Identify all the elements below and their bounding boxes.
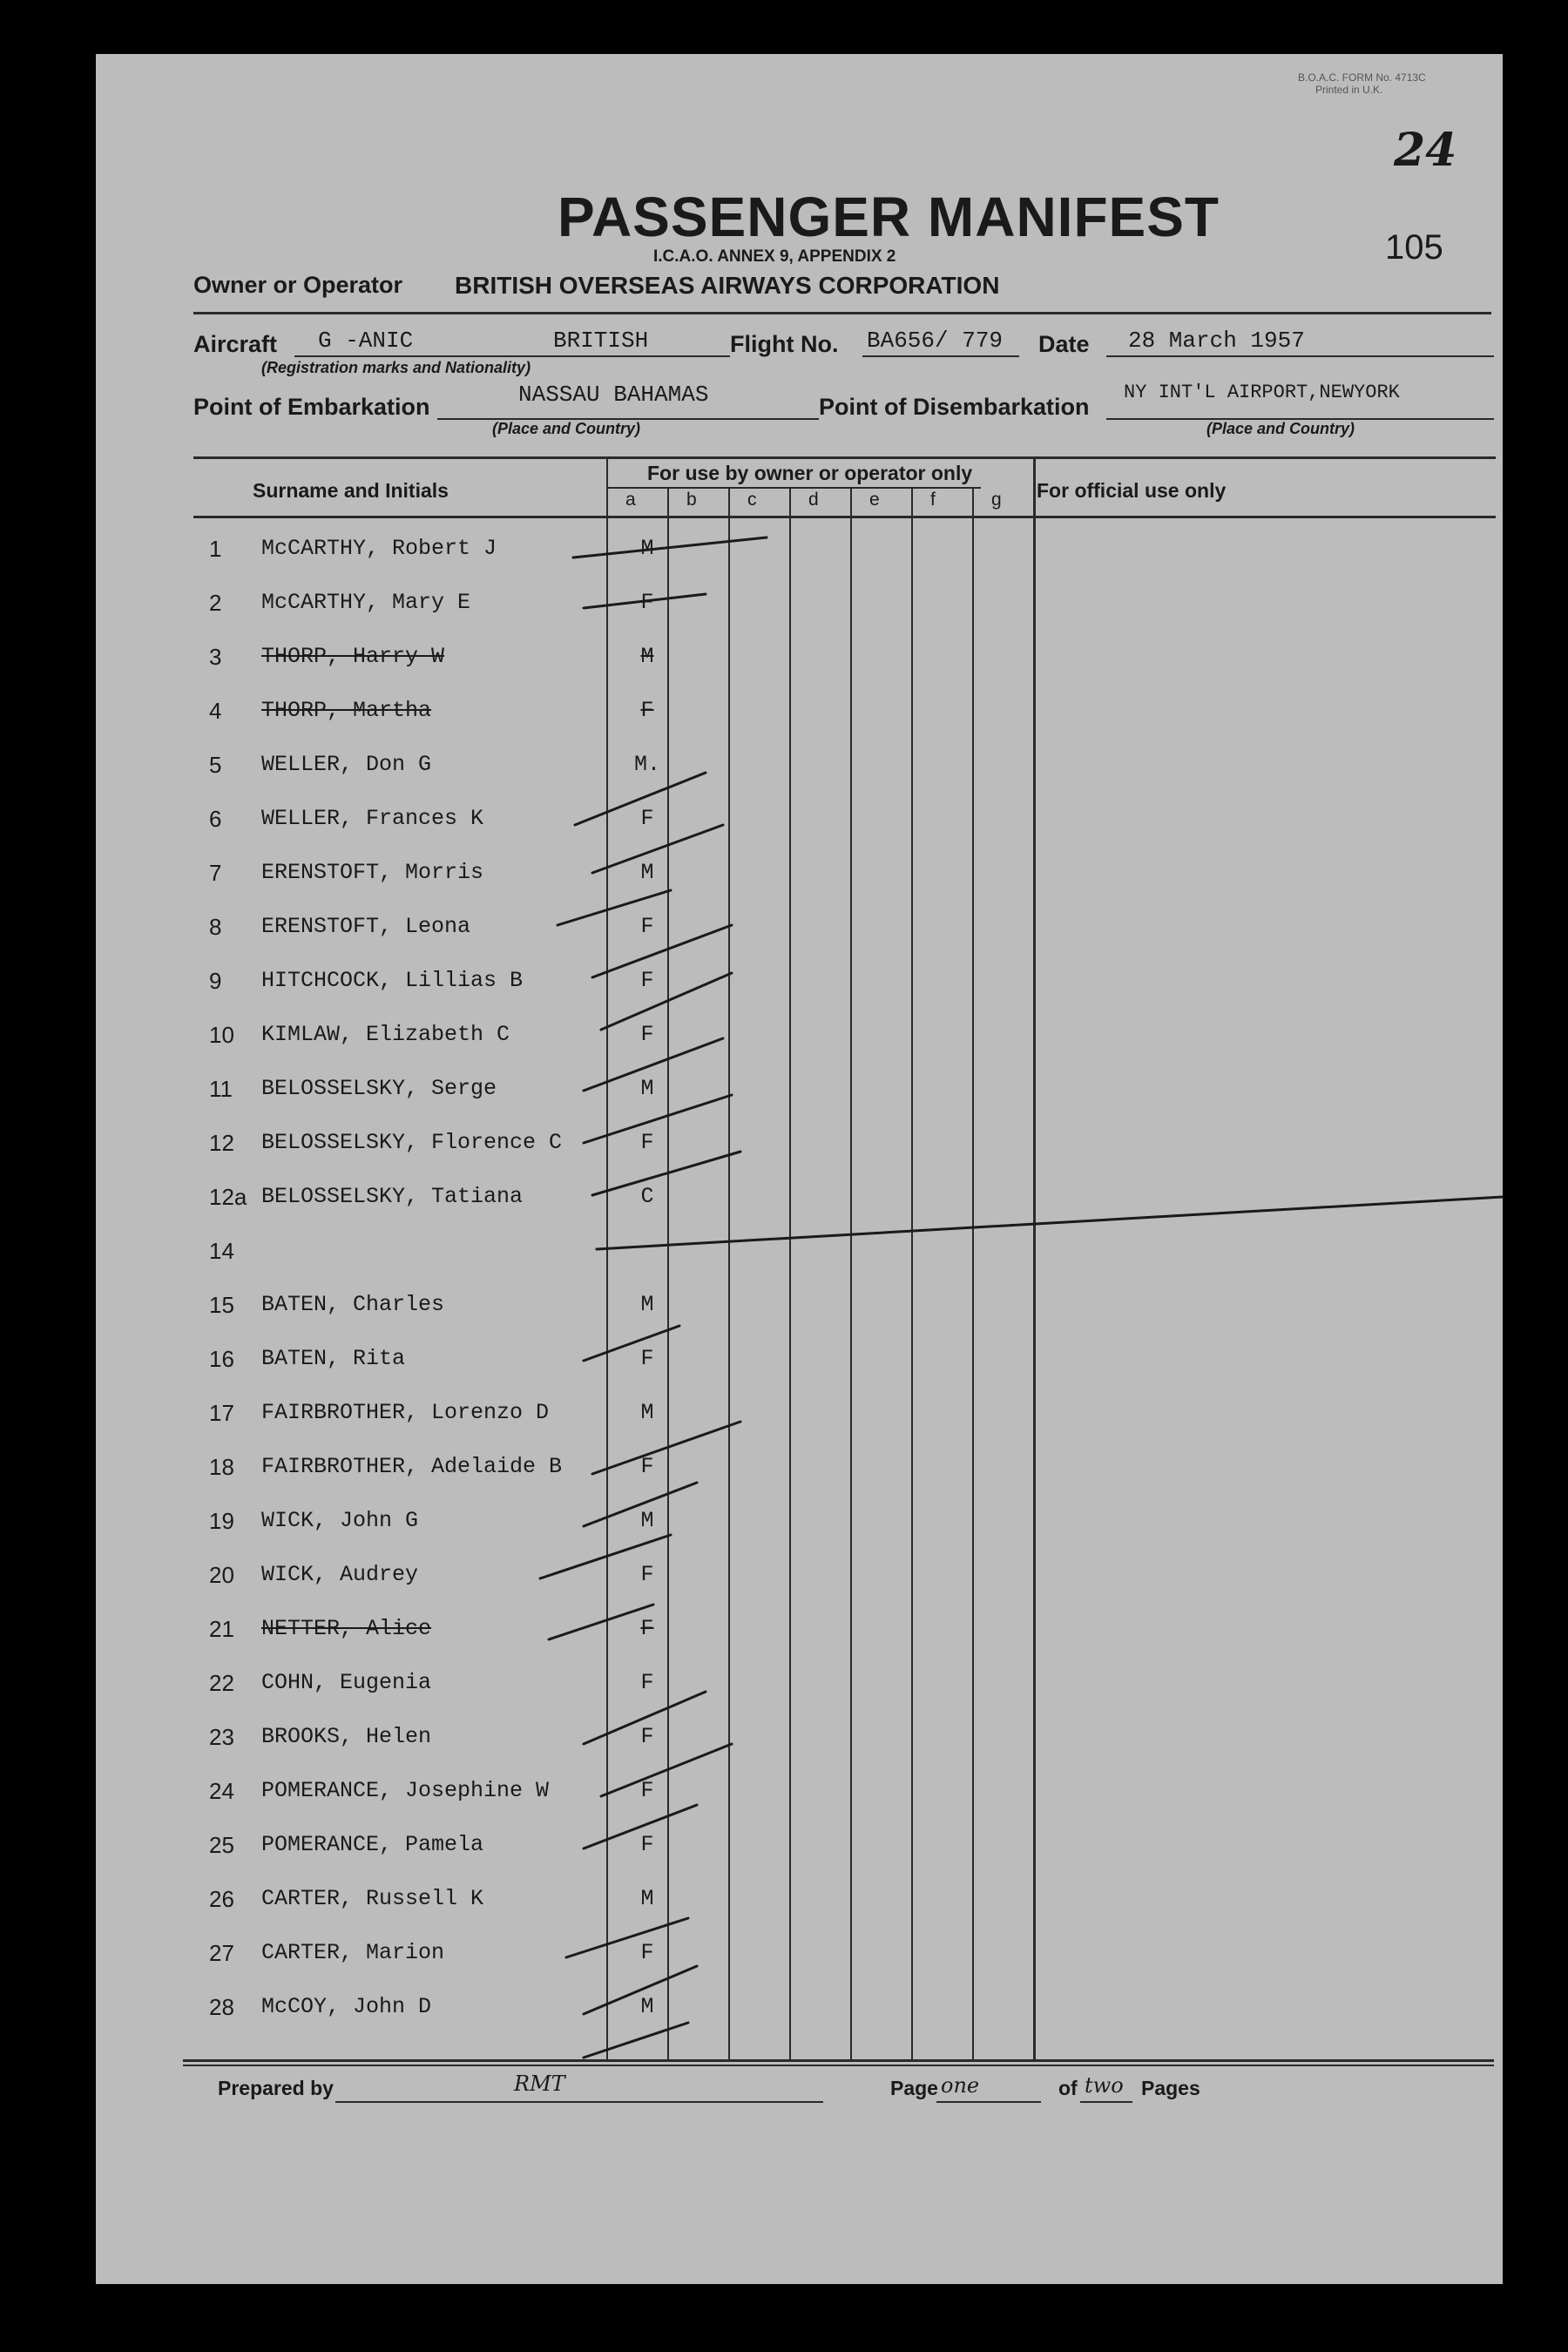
col-name-header: Surname and Initials: [253, 479, 449, 502]
aircraft-nationality: BRITISH: [553, 328, 649, 354]
handwritten-marks: [96, 54, 1503, 2284]
passenger-sex-text: F: [640, 698, 654, 723]
passenger-sex: F: [640, 1130, 654, 1155]
passenger-sex: M: [640, 1886, 654, 1911]
of-label: of: [1058, 2077, 1078, 2099]
passenger-name: HITCHCOCK, Lillias B: [261, 968, 524, 993]
row-number: 19: [209, 1508, 234, 1534]
row-number: 18: [209, 1454, 234, 1480]
passenger-sex: F: [640, 1724, 654, 1749]
passenger-name: McCOY, John D: [261, 1994, 432, 2019]
page-value: one: [941, 2073, 980, 2098]
passenger-name: CARTER, Russell K: [261, 1886, 484, 1911]
passenger-name-text: NETTER, Alice: [261, 1616, 432, 1641]
check-mark: [584, 1805, 697, 1848]
passenger-sex: F: [640, 1562, 654, 1587]
date-label: Date: [1038, 331, 1090, 357]
passenger-name: WELLER, Frances K: [261, 806, 484, 831]
check-mark: [592, 1152, 740, 1195]
passenger-sex: F: [640, 1022, 654, 1047]
passenger-sex-text: M: [640, 644, 654, 669]
prepared-label: Prepared by: [218, 2077, 334, 2099]
aircraft-label: Aircraft: [193, 331, 278, 357]
row-number: 27: [209, 1940, 234, 1966]
sub-col-g: g: [991, 490, 1002, 510]
passenger-name: BELOSSELSKY, Tatiana: [261, 1184, 524, 1209]
passenger-sex: M: [640, 1400, 654, 1425]
check-mark: [592, 825, 723, 873]
page-subtitle: I.C.A.O. ANNEX 9, APPENDIX 2: [653, 247, 896, 266]
passenger-name-text: THORP, Harry W: [261, 644, 445, 669]
row-number: 24: [209, 1778, 234, 1804]
check-mark: [592, 1422, 740, 1474]
check-mark: [584, 1326, 679, 1361]
passenger-name: BROOKS, Helen: [261, 1724, 432, 1749]
passenger-name: BELOSSELSKY, Florence C: [261, 1130, 563, 1155]
passenger-sex: M: [640, 1292, 654, 1317]
row-number: 11: [209, 1076, 233, 1102]
row-cancel-line: [597, 1197, 1503, 1249]
passenger-sex: F: [640, 590, 654, 615]
passenger-sex: F: [640, 1940, 654, 1965]
form-code-line1: B.O.A.C. FORM No. 4713C: [1298, 71, 1426, 84]
sub-col-a: a: [625, 490, 636, 510]
flight-label: Flight No.: [730, 331, 839, 357]
passenger-name: COHN, Eugenia: [261, 1670, 432, 1695]
passenger-name-text: THORP, Martha: [261, 698, 432, 723]
check-mark: [601, 973, 732, 1030]
passenger-sex: F: [640, 1346, 654, 1371]
row-number: 26: [209, 1886, 234, 1912]
check-mark: [549, 1605, 653, 1639]
date-value: 28 March 1957: [1128, 328, 1305, 354]
page-line: [936, 2101, 1041, 2103]
sub-col-f: f: [930, 490, 936, 510]
check-mark: [575, 773, 706, 825]
aircraft-note: (Registration marks and Nationality): [261, 359, 531, 376]
row-number: 5: [209, 752, 222, 778]
check-mark: [584, 1038, 723, 1091]
row-number: 2: [209, 590, 222, 616]
manifest-sheet: [96, 54, 1503, 2284]
passenger-sex: F: [640, 1832, 654, 1857]
prepared-line: [335, 2101, 823, 2103]
row-number: 8: [209, 914, 222, 940]
row-number: 22: [209, 1670, 234, 1696]
passenger-sex: M: [640, 860, 654, 885]
passenger-name: ERENSTOFT, Morris: [261, 860, 484, 885]
passenger-sex: F: [640, 914, 654, 939]
row-number: 28: [209, 1994, 234, 2020]
pages-label: Pages: [1141, 2077, 1200, 2099]
check-mark: [584, 1966, 697, 2014]
aircraft-reg: G -ANIC: [318, 328, 414, 354]
passenger-name: POMERANCE, Pamela: [261, 1832, 484, 1857]
passenger-sex: F: [640, 968, 654, 993]
col-operator-header: For use by owner or operator only: [647, 462, 973, 484]
table-bottom-line-2: [183, 2065, 1494, 2066]
check-mark: [601, 1744, 732, 1796]
row-number: 10: [209, 1022, 234, 1048]
row-number: 12a: [209, 1184, 247, 1210]
passenger-name: FAIRBROTHER, Adelaide B: [261, 1454, 563, 1479]
passenger-sex: M: [640, 1508, 654, 1533]
passenger-name: BATEN, Rita: [261, 1346, 406, 1371]
passenger-name: WICK, John G: [261, 1508, 419, 1533]
sub-col-b: b: [686, 490, 697, 510]
of-line: [1080, 2101, 1132, 2103]
page-title: PASSENGER MANIFEST: [558, 186, 1220, 248]
embark-note: (Place and Country): [492, 420, 641, 437]
handwritten-mark: 24: [1394, 124, 1457, 177]
owner-label: Owner or Operator: [193, 272, 403, 298]
passenger-sex: F: [640, 806, 654, 831]
disembark-value: NY INT'L AIRPORT,NEWYORK: [1124, 382, 1400, 403]
row-number: 16: [209, 1346, 234, 1372]
row-number: 21: [209, 1616, 234, 1642]
disembark-label: Point of Disembarkation: [819, 394, 1090, 420]
passenger-name: McCARTHY, Robert J: [261, 536, 497, 561]
check-mark: [540, 1535, 671, 1578]
row-number: 3: [209, 644, 222, 670]
row-number: 1: [209, 536, 222, 562]
row-number: 14: [209, 1238, 234, 1264]
flight-value: BA656/ 779: [867, 328, 1004, 354]
passenger-name: BELOSSELSKY, Serge: [261, 1076, 497, 1101]
passenger-name: WELLER, Don G: [261, 752, 432, 777]
passenger-name: KIMLAW, Elizabeth C: [261, 1022, 510, 1047]
check-mark: [584, 594, 706, 608]
page-stamp: 105: [1385, 228, 1443, 267]
row-number: 20: [209, 1562, 234, 1588]
row-number: 15: [209, 1292, 234, 1318]
passenger-sex: C: [640, 1184, 654, 1209]
passenger-sex-text: F: [640, 1616, 654, 1641]
check-mark: [584, 1095, 732, 1143]
row-number: 7: [209, 860, 222, 886]
embark-value: NASSAU BAHAMAS: [518, 382, 709, 408]
owner-value: BRITISH OVERSEAS AIRWAYS CORPORATION: [455, 272, 1000, 299]
check-mark: [592, 925, 732, 977]
passenger-name: CARTER, Marion: [261, 1940, 445, 1965]
passenger-name: ERENSTOFT, Leona: [261, 914, 471, 939]
embark-label: Point of Embarkation: [193, 394, 430, 420]
row-number: 4: [209, 698, 222, 724]
check-mark: [566, 1918, 688, 1957]
passenger-name: BATEN, Charles: [261, 1292, 445, 1317]
row-number: 12: [209, 1130, 234, 1156]
row-number: 25: [209, 1832, 234, 1858]
passenger-sex: M.: [633, 752, 660, 777]
check-mark: [584, 2023, 688, 2058]
check-mark: [573, 537, 767, 558]
row-number: 6: [209, 806, 222, 832]
passenger-name: McCARTHY, Mary E: [261, 590, 471, 615]
check-mark: [584, 1483, 697, 1526]
passenger-name: POMERANCE, Josephine W: [261, 1778, 550, 1803]
page-label: Page: [890, 2077, 938, 2099]
passenger-sex: F: [640, 1778, 654, 1803]
sub-col-d: d: [808, 490, 819, 510]
check-mark: [584, 1692, 706, 1744]
col-official-header: For official use only: [1037, 479, 1227, 502]
of-value: two: [1085, 2073, 1124, 2098]
form-code-line2: Printed in U.K.: [1315, 84, 1383, 96]
prepared-value: RMT: [514, 2072, 565, 2096]
sub-col-e: e: [869, 490, 880, 510]
passenger-name: FAIRBROTHER, Lorenzo D: [261, 1400, 550, 1425]
passenger-sex: F: [640, 1454, 654, 1479]
passenger-sex: M: [640, 536, 654, 561]
check-mark: [558, 890, 671, 925]
passenger-sex: F: [640, 1670, 654, 1695]
row-number: 17: [209, 1400, 234, 1426]
passenger-sex: M: [640, 1076, 654, 1101]
passenger-sex: M: [640, 1994, 654, 2019]
row-number: 23: [209, 1724, 234, 1750]
disembark-note: (Place and Country): [1206, 420, 1355, 437]
row-number: 9: [209, 968, 222, 994]
passenger-name: WICK, Audrey: [261, 1562, 419, 1587]
sub-col-c: c: [747, 490, 757, 510]
table-bottom-line: [183, 2059, 1494, 2062]
